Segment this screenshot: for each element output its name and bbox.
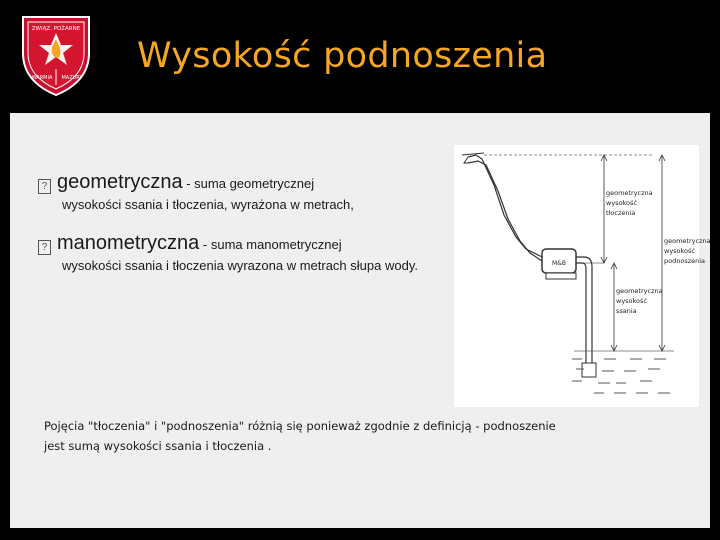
slide-title: Wysokość podnoszenia bbox=[137, 36, 548, 76]
fire-brigade-logo-icon bbox=[17, 13, 95, 97]
label-geo-lift: geometryczna wysokość podnoszenia bbox=[664, 237, 711, 265]
label-geo-press: geometryczna wysokość tłoczenia bbox=[606, 189, 653, 217]
content-area bbox=[10, 113, 710, 528]
logo-bottom-left-text: WARMIA bbox=[31, 75, 53, 81]
pump-height-diagram bbox=[454, 145, 711, 407]
bullet-term: geometryczna bbox=[57, 171, 183, 193]
bullet-definition: - suma manometrycznej bbox=[199, 237, 342, 252]
header-bar bbox=[0, 0, 720, 112]
bullet-box-icon: ? bbox=[38, 240, 51, 255]
bullet-term: manometryczna bbox=[57, 232, 200, 254]
bullet-continuation: wysokości ssania i tłoczenia, wyrażona w metrach, bbox=[62, 197, 354, 212]
bullet-manometric bbox=[38, 232, 438, 276]
label-geo-suction: geometryczna wysokość ssania bbox=[616, 287, 663, 315]
note-text: Pojęcia "tłoczenia" i "podnoszenia" różnią się ponieważ zgodnie z definicją - podnoszenie jest sumą wysokości ssania i tłoczenia . bbox=[44, 419, 556, 453]
bullet-definition: - suma geometrycznej bbox=[182, 176, 315, 191]
bullet-continuation: wysokości ssania i tłoczenia wyrazona w metrach słupa wody. bbox=[62, 258, 418, 273]
logo-bottom-right-text: MAZURY bbox=[61, 75, 83, 81]
bullet-geometric bbox=[38, 171, 438, 215]
pump-label: M&B bbox=[552, 260, 566, 267]
logo-top-text: ZWIĄZ. POŻARNE bbox=[31, 26, 81, 32]
bullet-box-icon: ? bbox=[38, 179, 51, 194]
